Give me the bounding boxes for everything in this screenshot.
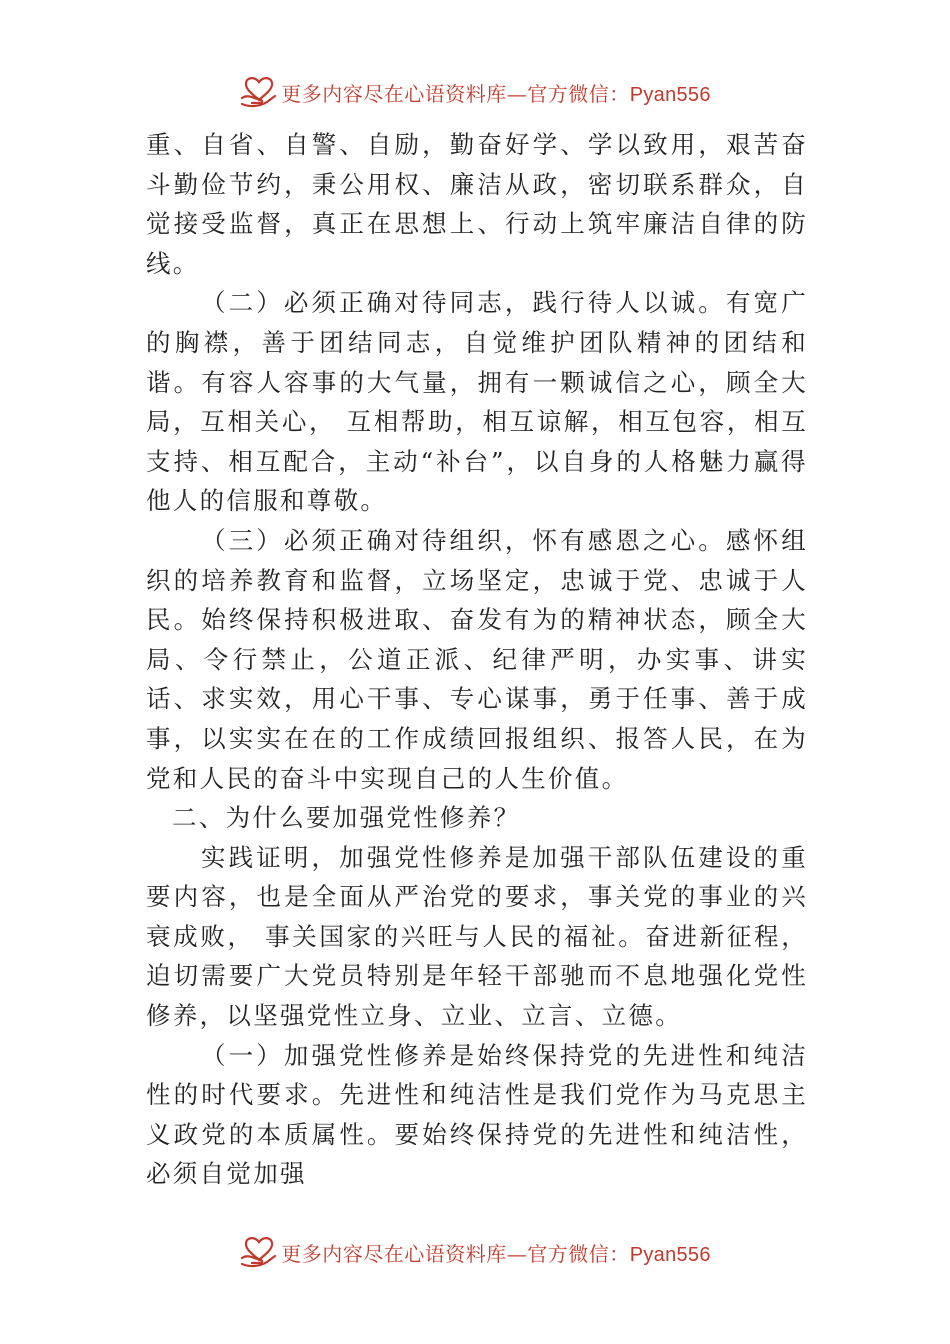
- header-banner: [0, 72, 950, 112]
- header-wechat-id: Pyan556: [629, 83, 711, 106]
- footer-wechat-id: Pyan556: [629, 1243, 711, 1266]
- footer-banner: [0, 1232, 950, 1272]
- paragraph-point-one: （一）加强党性修养是始终保持党的先进性和纯洁性的时代要求。先进性和纯洁性是我们党作为马克思主义政党的本质属性。要始终保持党的先进性和纯洁性，必须自觉加强: [146, 1040, 808, 1189]
- hand-heart-logo-icon: [239, 74, 279, 110]
- hand-heart-logo-icon: [239, 1234, 279, 1270]
- paragraph-point-three: （三）必须正确对待组织，怀有感恩之心。感怀组织的培养教育和监督，立场坚定，忠诚于党、忠诚于人民。始终保持积极进取、奋发有为的精神状态，顾全大局、令行禁止，公道正派、纪律严明，办实事、讲实话、求实效，用心干事、专心谋事，勇于任事、善于成事，以实实在在的工作成绩回报组织、报答人民，在为党和人民的奋斗中实现自己的人生价值。: [146, 525, 808, 793]
- section-heading: 二、为什么要加强党性修养？: [172, 803, 521, 833]
- paragraph-point-two: （二）必须正确对待同志，践行待人以诚。有宽广的胸襟，善于团结同志，自觉维护团队精神的团结和谐。有容人容事的大气量，拥有一颗诚信之心，顾全大局，互相关心， 互相帮助，相互谅解，相互包容，相互支持、相互配合，主动“补台”，以自身的人格魅力赢得他人的信服和尊敬。: [146, 288, 808, 516]
- paragraph-section-intro: 实践证明，加强党性修养是加强干部队伍建设的重要内容，也是全面从严治党的要求，事关党的事业的兴衰成败， 事关国家的兴旺与人民的福祉。奋进新征程，迫切需要广大党员特别是年轻干部驰而不息地强化党性修养，以坚强党性立身、立业、立言、立德。: [146, 842, 808, 1031]
- header-banner-text: 更多内容尽在心语资料库—官方微信：Pyan556: [281, 81, 711, 106]
- document-body: [146, 125, 808, 1194]
- footer-banner-text: 更多内容尽在心语资料库—官方微信：Pyan556: [281, 1241, 711, 1266]
- paragraph-continuation: 重、自省、自警、自励，勤奋好学、学以致用，艰苦奋斗勤俭节约，秉公用权、廉洁从政，密切联系群众，自觉接受监督，真正在思想上、行动上筑牢廉洁自律的防线。: [146, 130, 808, 278]
